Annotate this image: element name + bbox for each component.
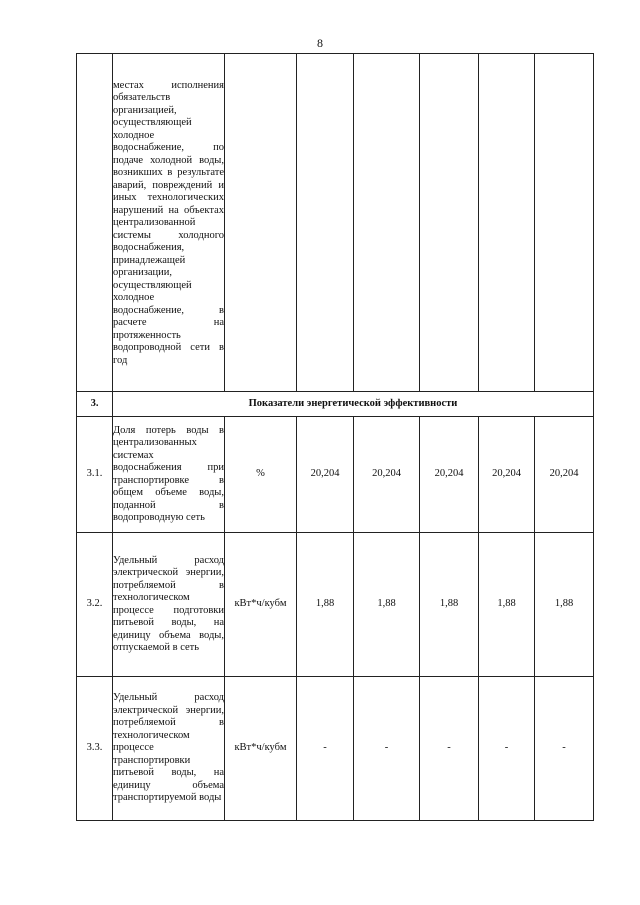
value-cell: 1,88 bbox=[297, 533, 354, 677]
row-number: 3.1. bbox=[77, 417, 113, 533]
value-cell bbox=[420, 54, 479, 392]
row-description: местах исполнения обязательств организацией, осуществляющей холодное водоснабжение, по подаче холодной воды, возникших в результате аварий, повреждений и иных технологических нарушений на объектах централизованной системы холодного водоснабжения, принадлежащей организации, осуществляющей холодное водоснабжение, в расчете на протяженность водопроводной сети в год bbox=[113, 54, 225, 392]
value-cell: 20,204 bbox=[535, 417, 594, 533]
table-row bbox=[77, 677, 594, 821]
row-unit bbox=[225, 54, 297, 392]
section-header-row bbox=[77, 392, 594, 417]
row-description: Доля потерь воды в централизованных системах водоснабжения при транспортировке в общем объеме воды, поданной в водопроводную сеть bbox=[113, 417, 225, 533]
value-cell: - bbox=[420, 677, 479, 821]
value-cell: 20,204 bbox=[354, 417, 420, 533]
value-cell bbox=[297, 54, 354, 392]
table-row bbox=[77, 533, 594, 677]
row-number: 3.2. bbox=[77, 533, 113, 677]
value-cell: 1,88 bbox=[420, 533, 479, 677]
row-number-cell bbox=[77, 54, 113, 392]
row-unit: кВт*ч/кубм bbox=[225, 533, 297, 677]
row-unit: % bbox=[225, 417, 297, 533]
value-cell bbox=[479, 54, 535, 392]
page-number: 8 bbox=[317, 36, 323, 50]
row-description: Удельный расход электрической энергии, потребляемой в технологическом процессе подготовки питьевой воды, на единицу объема воды, отпускаемой в сеть bbox=[113, 533, 225, 677]
value-cell: 20,204 bbox=[297, 417, 354, 533]
row-number: 3.3. bbox=[77, 677, 113, 821]
value-cell bbox=[354, 54, 420, 392]
value-cell: 20,204 bbox=[420, 417, 479, 533]
value-cell: - bbox=[297, 677, 354, 821]
value-cell: 1,88 bbox=[354, 533, 420, 677]
table-row bbox=[77, 417, 594, 533]
value-cell: - bbox=[354, 677, 420, 821]
section-title: Показатели энергетической эффективности bbox=[113, 392, 594, 417]
value-cell: - bbox=[535, 677, 594, 821]
value-cell bbox=[535, 54, 594, 392]
value-cell: 20,204 bbox=[479, 417, 535, 533]
indicators-table bbox=[76, 53, 594, 821]
value-cell: 1,88 bbox=[535, 533, 594, 677]
value-cell: - bbox=[479, 677, 535, 821]
row-unit: кВт*ч/кубм bbox=[225, 677, 297, 821]
section-number: 3. bbox=[77, 392, 113, 417]
table-row-continuation bbox=[77, 54, 594, 392]
value-cell: 1,88 bbox=[479, 533, 535, 677]
row-description: Удельный расход электрической энергии, потребляемой в технологическом процессе транспортировки питьевой воды, на единицу объема транспортируемой воды bbox=[113, 677, 225, 821]
